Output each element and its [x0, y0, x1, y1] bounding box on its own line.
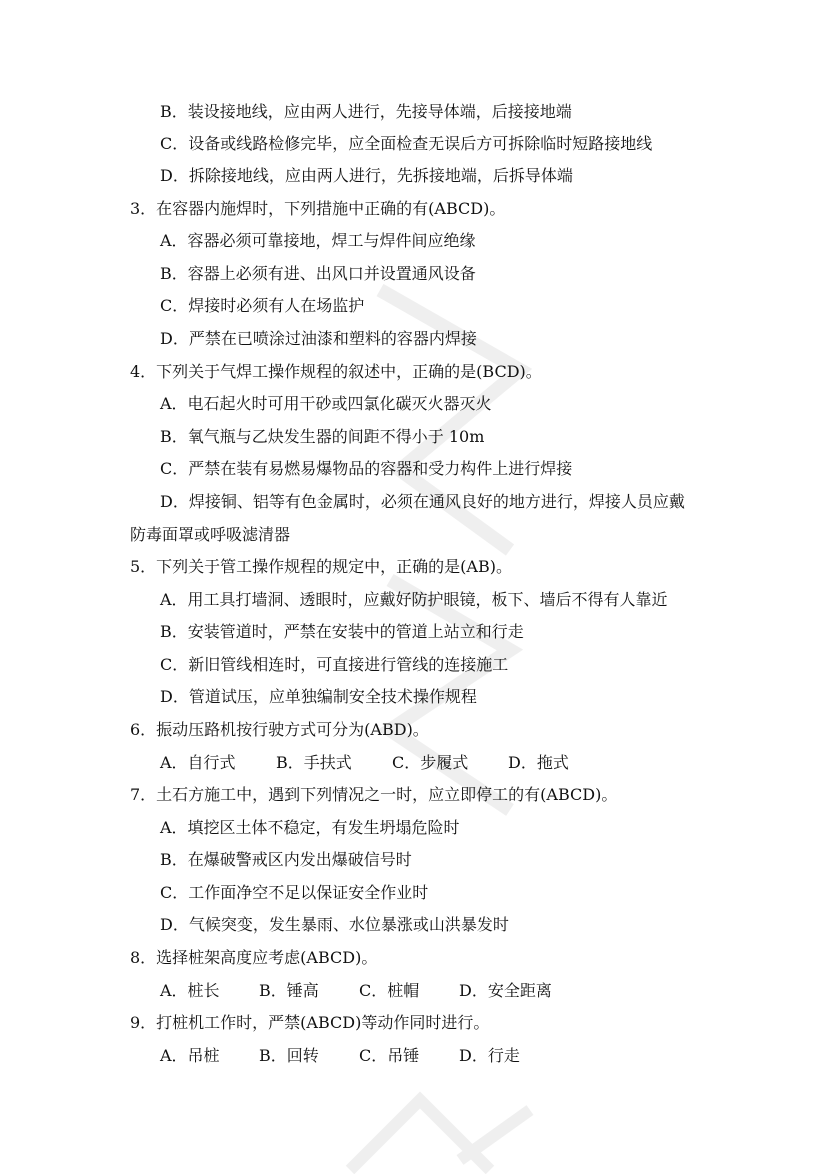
option-line: D．焊接铜、铝等有色金属时，必须在通风良好的地方进行，焊接人员应戴 — [160, 492, 685, 511]
option-line: D．气候突变，发生暴雨、水位暴涨或山洪暴发时 — [160, 915, 509, 934]
question-line: 9．打桩机工作时，严禁(ABCD)等动作同时进行。 — [130, 1013, 490, 1032]
option-line: A．填挖区土体不稳定，有发生坍塌危险时 — [160, 818, 460, 837]
continuation-line: 防毒面罩或呼吸滤清器 — [130, 525, 291, 544]
option-item: B．锤高 — [259, 981, 319, 1000]
option-line: B．氧气瓶与乙炔发生器的间距不得小于 10m — [160, 427, 485, 446]
question-line: 6．振动压路机按行驶方式可分为(ABD)。 — [130, 720, 429, 739]
question-line: 4．下列关于气焊工操作规程的叙述中，正确的是(BCD)。 — [130, 362, 542, 381]
option-item: A．吊桩 — [160, 1046, 220, 1065]
option-line: B．在爆破警戒区内发出爆破信号时 — [160, 850, 412, 869]
option-line: A．用工具打墙洞、透眼时，应戴好防护眼镜，板下、墙后不得有人靠近 — [160, 590, 668, 609]
watermark-graphic-bottom — [340, 1080, 540, 1174]
option-line: B．容器上必须有进、出风口并设置通风设备 — [160, 264, 476, 283]
option-line: C．工作面净空不足以保证安全作业时 — [160, 883, 429, 902]
option-line: A．电石起火时可用干砂或四氯化碳灭火器灭火 — [160, 394, 492, 413]
option-line: B．安装管道时，严禁在安装中的管道上站立和行走 — [160, 622, 524, 641]
option-item: A．桩长 — [160, 981, 220, 1000]
option-item: C．吊锤 — [359, 1046, 420, 1065]
option-item: C．步履式 — [392, 753, 469, 772]
option-line: C．焊接时必须有人在场监护 — [160, 296, 365, 315]
option-line: B．装设接地线，应由两人进行，先接导体端，后接接地端 — [160, 102, 572, 121]
option-line: D．严禁在已喷涂过油漆和塑料的容器内焊接 — [160, 329, 477, 348]
option-line: A．容器必须可靠接地，焊工与焊件间应绝缘 — [160, 231, 476, 250]
question-line: 5．下列关于管工操作规程的规定中，正确的是(AB)。 — [130, 557, 512, 576]
question-line: 3．在容器内施焊时，下列措施中正确的有(ABCD)。 — [130, 199, 506, 218]
option-item: A．自行式 — [160, 753, 236, 772]
question-line: 8．选择桩架高度应考虑(ABCD)。 — [130, 948, 378, 967]
option-item: D．拖式 — [508, 753, 569, 772]
option-line: C．新旧管线相连时，可直接进行管线的连接施工 — [160, 655, 509, 674]
option-item: D．安全距离 — [459, 981, 552, 1000]
option-line: D．管道试压，应单独编制安全技术操作规程 — [160, 687, 477, 706]
option-line: D．拆除接地线，应由两人进行，先拆接地端，后拆导体端 — [160, 166, 573, 185]
option-item: D．行走 — [459, 1046, 520, 1065]
option-line: C．设备或线路检修完毕，应全面检查无误后方可拆除临时短路接地线 — [160, 134, 653, 153]
option-item: B．回转 — [259, 1046, 319, 1065]
option-line: C．严禁在装有易燃易爆物品的容器和受力构件上进行焊接 — [160, 459, 573, 478]
option-item: C．桩帽 — [359, 981, 420, 1000]
question-line: 7．土石方施工中，遇到下列情况之一时，应立即停工的有(ABCD)。 — [130, 785, 618, 804]
option-item: B．手扶式 — [276, 753, 352, 772]
